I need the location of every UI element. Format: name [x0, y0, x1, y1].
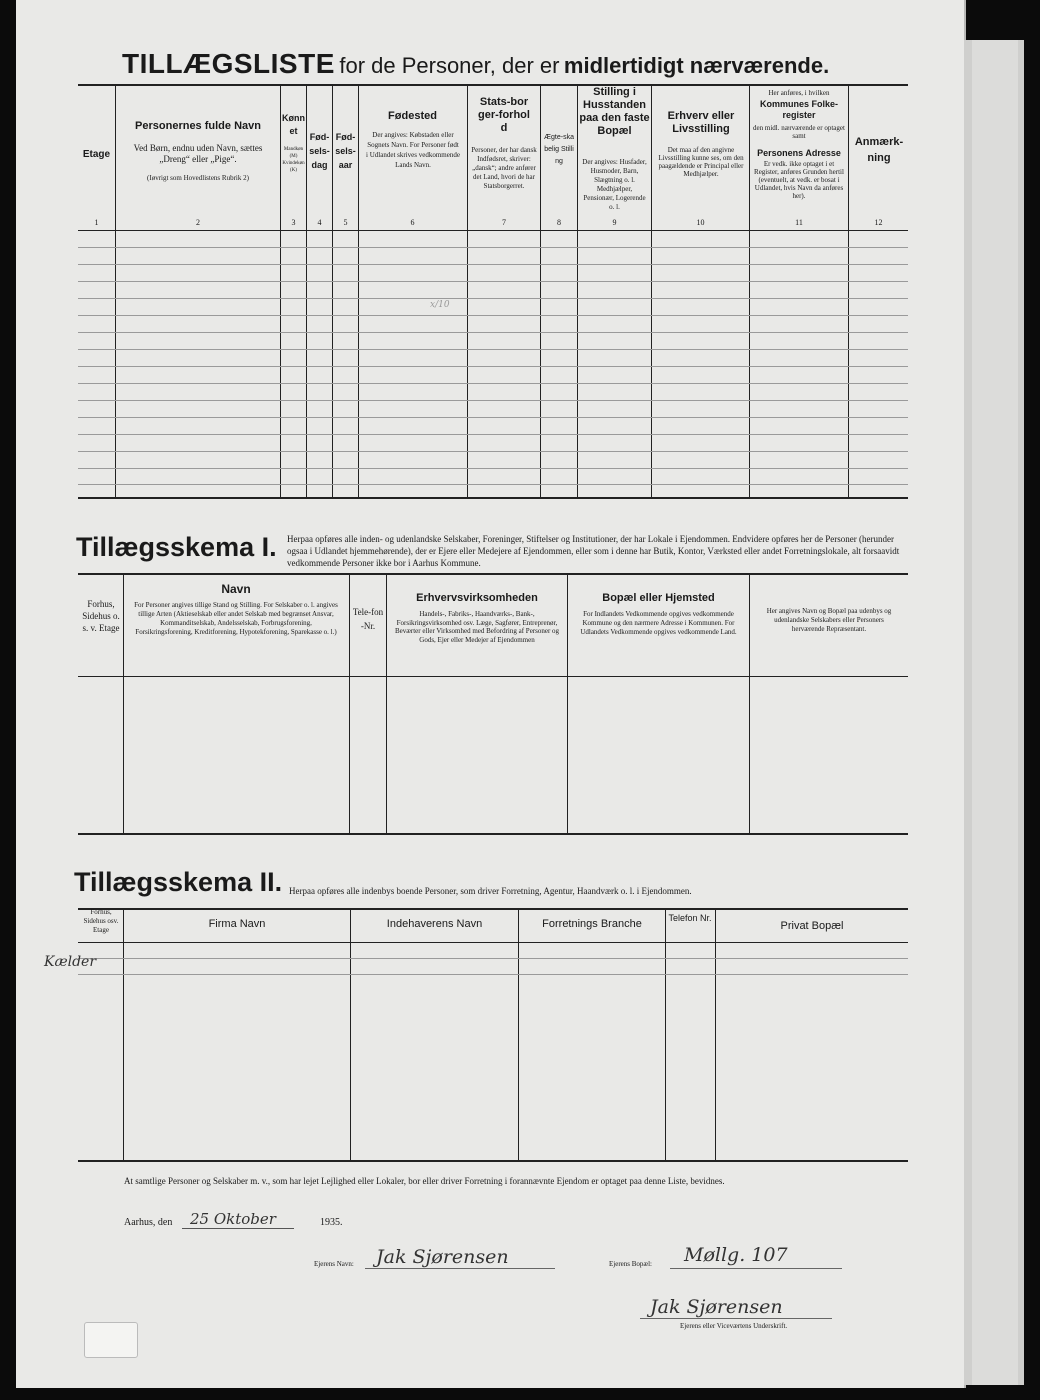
schema2-col-floor: Forhus, Sidehus osv. Etage: [83, 908, 119, 934]
schema2-title: Tillægsskema II.: [74, 867, 283, 897]
handwritten-owner-address: Møllg. 107: [684, 1244, 788, 1266]
col-register-desc: Er vedk. ikke optaget i et Register, anføres Grunden hertil (eventuelt, at vedk. er bosat i Udlandet, hvis Navn da anføres her).: [754, 160, 844, 200]
schema1-title: Tillægsskema I.: [76, 532, 277, 562]
archive-sticker: [84, 1322, 138, 1358]
handwritten-date: 25 Oktober: [190, 1210, 276, 1228]
col-11-number: 11: [795, 218, 803, 227]
title-bold2: midlertidigt nærværende.: [563, 53, 830, 78]
schema1-col-name-desc: For Personer angives tillige Stand og Stilling. For Selskaber o. l. angives tillige Arten (Aktieselskab eller andet Selskab med begrænset Ansvar, Kommanditselskab, Andelsselskab, Forbrugsforening, Forsikringsforening, Kreditforening, Hypotekforening, Sparekasse o. l.): [134, 601, 338, 636]
schema2-col-owner: Indehaverens Navn: [386, 918, 483, 930]
schema2-col-phone: Telefon Nr.: [668, 913, 712, 923]
col-4-number: 4: [317, 218, 322, 227]
col-remark-header: Anmærk-ning: [854, 136, 904, 164]
col-birthplace-desc: Der angives: Købstaden eller Sognets Navn. For Personer født i Udlandet skrives vedkommende Lands Navn.: [366, 131, 460, 169]
schema2-col-private-address: Privat Bopæl: [780, 920, 844, 932]
col-9-number: 9: [612, 218, 617, 227]
signature-label: Ejerens eller Viceværtens Underskrift.: [680, 1322, 788, 1330]
owner-address-label: Ejerens Bopæl:: [609, 1260, 652, 1268]
schema1-col-residence-head: Bopæl eller Hjemsted: [602, 592, 715, 604]
schema1-col-name-head: Navn: [221, 582, 251, 596]
col-address-header: Personens Adresse: [757, 148, 841, 158]
col-name-desc: Ved Børn, endnu uden Navn, sættes „Dreng“ eller „Pige“.: [133, 143, 263, 164]
handwritten-owner-name: Jak Sjørensen: [376, 1246, 509, 1268]
col-birthday-header: Fød-sels-dag: [309, 132, 330, 170]
owner-name-label: Ejerens Navn:: [314, 1260, 354, 1268]
col-5-number: 5: [343, 218, 348, 227]
title-bold: TILLÆGSLISTE: [122, 48, 335, 79]
col-citizenship-header: Stats-borger-forhold: [478, 96, 530, 134]
col-birthyear-header: Fød-sels-aar: [335, 132, 356, 170]
schema1-col-phone: Tele-fon-Nr.: [352, 607, 384, 631]
col-2-number: 2: [196, 218, 200, 227]
schema2-intro: Herpaa opføres alle indenbys boende Personer, som driver Forretning, Agentur, Haandværk o. l. i Ejendommen.: [289, 886, 692, 896]
col-12-number: 12: [874, 218, 883, 227]
page-title: [122, 48, 882, 82]
col-name-note: (Iøvrigt som Hovedlistens Rubrik 2): [147, 174, 249, 182]
year-label: 1935.: [320, 1217, 343, 1228]
col-10-number: 10: [696, 218, 705, 227]
col-household-header: Stilling i Husstanden paa den faste Bopæl: [579, 86, 650, 137]
faint-pencil-mark: x/10: [430, 300, 450, 310]
col-marital-header: Ægte-skabelig Stilling: [544, 134, 574, 165]
col-8-number: 8: [557, 218, 561, 227]
col-register-pre: Her anføres, i hvilken: [768, 89, 830, 97]
col-citizenship-desc: Personer, der har dansk Indfødsret, skriver: „dansk“; andre anfører det Land, hvori de har Statsborgerret.: [471, 146, 537, 190]
col-household-desc: Der angives: Husfader, Husmoder, Barn, Slægtning o. l. Medhjælper, Pensionær, Logerende o. l.: [582, 158, 647, 211]
certify-text: At samtlige Personer og Selskaber m. v., som har lejet Lejlighed eller Lokaler, bor eller driver Forretning i forannævnte Ejendom er optaget paa denne Liste, bevidnes.: [124, 1176, 725, 1186]
next-page-edge: [972, 40, 1018, 1385]
schema1-col-residence-desc: For Indlandets Vedkommende opgives vedkommende Kommune og den nærmere Adresse i Kommunen. For Udlandets Vedkommende opgives vedkommende Land.: [580, 610, 737, 636]
schema2-col-firm: Firma Navn: [208, 918, 266, 930]
handwritten-basement: Kælder: [44, 954, 97, 970]
col-gender-header: Kønnet: [282, 113, 305, 136]
schema1-col-business-desc: Handels-, Fabriks-, Haandværks-, Bank-, Forsikringsvirksomhed osv. Læge, Sagfører, Entreprenør, Beværter eller Virksomhed med Befordring af Personer og Gods, Ejer eller Medejer af Ejendommen: [394, 610, 560, 644]
col-birthplace-header: Fødested: [388, 110, 437, 122]
title-rest: for de Personer, der er: [339, 53, 560, 78]
col-6-number: 6: [410, 218, 415, 227]
col-register-header: Kommunes Folke-register: [759, 99, 838, 120]
schema1-col-business-head: Erhvervsvirksomheden: [416, 592, 538, 604]
col-1-number: 1: [94, 218, 99, 227]
col-7-number: 7: [502, 218, 506, 227]
schema1-col-representative: Her angives Navn og Bopæl paa udenbys og udenlandske Selskabers eller Personers herværende Repræsentant.: [766, 607, 892, 633]
schema2-col-branch: Forretnings Branche: [542, 918, 642, 930]
col-register-sub: den midl. nærværende er optaget samt: [753, 124, 845, 140]
col-occupation-desc: Det maa af den angivne Livsstilling kunne ses, om den paagældende er Principal eller Medhjælper.: [658, 146, 744, 178]
schema1-col-floor: Forhus, Sidehus o. s. v. Etage: [82, 599, 120, 633]
city-label: Aarhus, den: [124, 1217, 173, 1228]
col-name-header: Personernes fulde Navn: [135, 120, 261, 132]
col-etage-header: Etage: [82, 149, 111, 160]
col-occupation-header: Erhverv eller Livsstilling: [667, 110, 735, 135]
col-gender-desc: Mandkøn (M) Kvindekøn (K): [282, 147, 305, 173]
schema1-intro: Herpaa opføres alle inden- og udenlandske Selskaber, Foreninger, Stiftelser og Institutioner, der har Lokale i Ejendommen. Endvidere opføres her de Personer (herunder ogsaa i Udlandet hjemmehørende), der er Ejere eller Medejere af Ejendommen, eller som i denne har Butik, Kontor, Værksted eller andet Forretningslokale, alt forsaavidt vedkommende Personer ikke bor i Aarhus Kommune.: [287, 534, 900, 568]
col-3-number: 3: [291, 218, 296, 227]
handwritten-signature: Jak Sjørensen: [650, 1296, 783, 1318]
